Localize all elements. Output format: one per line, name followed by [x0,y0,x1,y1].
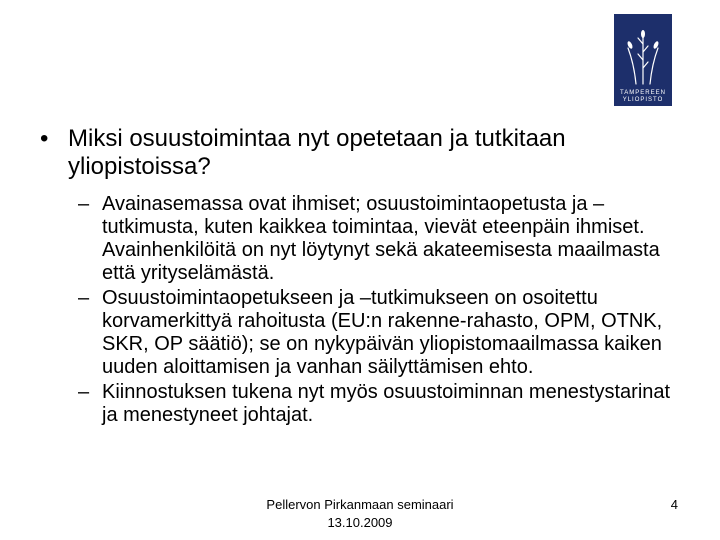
main-bullet-text: Miksi osuustoimintaa nyt opetetaan ja tutkitaan yliopistoissa? [68,125,566,180]
sub-bullet [78,287,680,379]
sub-bullet-text: Kiinnostuksen tukena nyt myös osuustoiminnan menestystarinat ja menestyneet johtajat. [102,381,671,426]
logo-text-line1: TAMPEREEN [620,90,666,96]
slide-content [40,125,680,429]
logo-background [614,14,672,106]
logo-text-line2: YLIOPISTO [622,97,664,103]
university-logo [614,14,672,106]
sub-bullet [78,193,680,285]
sub-bullet-text: Osuustoimintaopetukseen ja –tutkimukseen on osoitettu korvamerkittyä rahoitusta (EU:n rakenne-rahasto, OPM, OTNK, SKR, OP säätiö); se on nykypäivän yliopistomaailmassa kaiken uuden aloittamisen ja vanhan säilyttämisen ehto. [102,287,663,378]
footer [240,496,480,532]
page-number: 4 [670,497,678,512]
footer-date: 13.10.2009 [327,515,393,530]
sub-bullet [78,381,680,427]
sub-bullet-text: Avainasemassa ovat ihmiset; osuustoimintaopetusta ja –tutkimusta, kuten kaikkea toimintaa, vievät eteenpäin ihmiset. Avainhenkilöitä on nyt löytynyt sekä akateemisesta maailmasta että yrityselämästä. [102,193,660,284]
main-bullet [40,125,680,181]
dash-icon: – [78,287,90,309]
footer-event: Pellervon Pirkanmaan seminaari [266,497,454,512]
dash-icon: – [78,193,90,215]
dash-icon: – [78,381,90,403]
bullet-icon: • [40,125,49,152]
